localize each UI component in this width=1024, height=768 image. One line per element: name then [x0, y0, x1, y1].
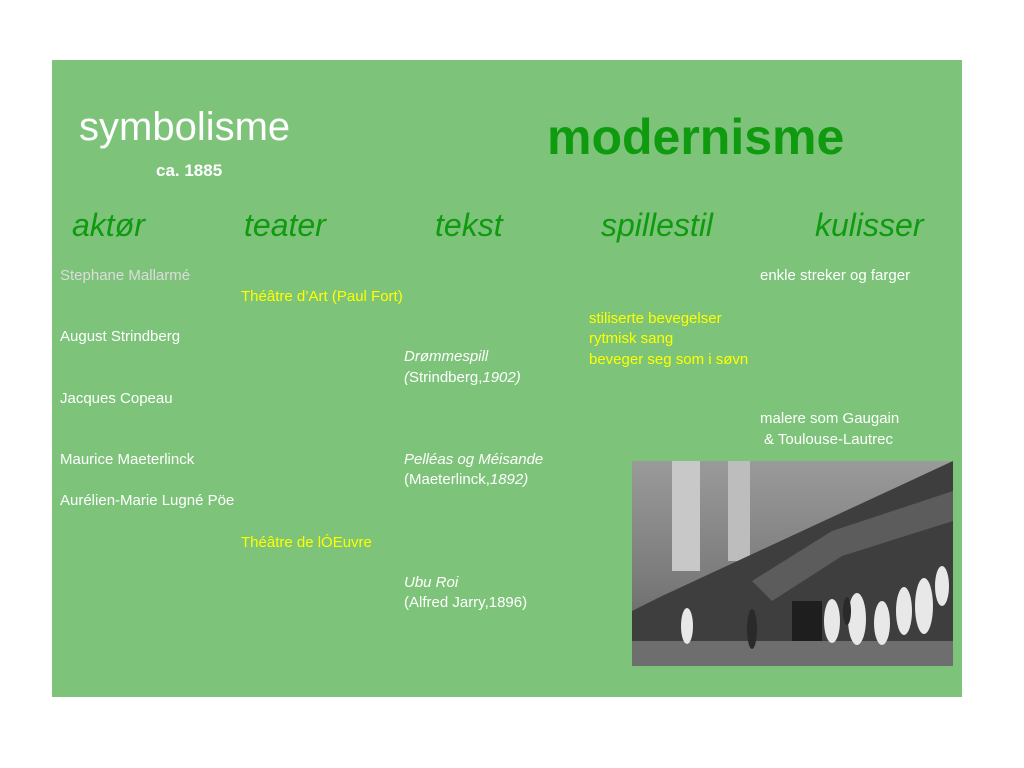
stage-photograph	[632, 461, 953, 666]
actor-copeau: Jacques Copeau	[60, 390, 173, 407]
style-line-2: rytmisk sang	[589, 330, 674, 347]
photo-figure-4	[874, 601, 890, 645]
text-drommespill-open: (	[404, 369, 409, 386]
text-pelleas-title: Pelléas og Méisande	[404, 451, 544, 468]
header-aktor: aktør	[72, 207, 145, 243]
kulisser-line-1: enkle streker og farger	[760, 267, 911, 284]
text-drommespill-detail	[404, 369, 521, 388]
header-kulisser: kulisser	[815, 207, 924, 243]
theater-art: Théâtre d’Art (Paul Fort)	[241, 288, 403, 305]
photo-figure-1	[681, 608, 693, 644]
style-line-3: beveger seg som i søvn	[589, 351, 749, 368]
title-symbolisme: symbolisme	[79, 105, 291, 149]
header-teater: teater	[244, 207, 326, 243]
kulisser-line-2: malere som Gaugain	[760, 410, 900, 427]
text-ubu-title: Ubu Roi	[404, 574, 459, 591]
text-drommespill-year: 1902)	[482, 369, 521, 386]
photo-figure-3	[848, 593, 866, 645]
text-pelleas-detail	[404, 471, 528, 490]
theater-oeuvre: Théâtre de lÓEuvre	[241, 534, 372, 551]
header-spillestil: spillestil	[601, 207, 714, 243]
photo-figure-6	[915, 578, 933, 634]
photo-figure-8	[747, 609, 757, 649]
text-pelleas-open: (	[404, 471, 409, 488]
actor-maeterlinck: Maurice Maeterlinck	[60, 451, 195, 468]
kulisser-line-3: & Toulouse-Lautrec	[764, 431, 893, 448]
photo-figure-5	[896, 587, 912, 635]
text-pelleas-author: Maeterlinck,	[409, 471, 490, 488]
photo-pillar-1	[672, 461, 700, 571]
actor-strindberg: August Strindberg	[60, 328, 181, 345]
subtitle-date: ca. 1885	[156, 161, 223, 180]
photo-figure-2	[824, 599, 840, 643]
text-drommespill-title: Drømmespill	[404, 348, 489, 365]
text-pelleas-year: 1892)	[489, 471, 529, 488]
photo-floor	[632, 641, 953, 666]
header-tekst: tekst	[435, 207, 503, 243]
photo-figure-9	[843, 597, 851, 625]
title-modernisme: modernisme	[547, 109, 845, 165]
actor-mallarme: Stephane Mallarmé	[60, 267, 191, 284]
style-line-1: stiliserte bevegelser	[589, 310, 722, 327]
photo-figure-7	[935, 566, 949, 606]
actor-lugne-poe: Aurélien-Marie Lugné Pöe	[60, 492, 235, 509]
text-drommespill-author: Strindberg,	[409, 369, 483, 386]
photo-pillar-2	[728, 461, 750, 561]
photo-doorway	[792, 601, 822, 646]
text-ubu-detail: (Alfred Jarry,1896)	[404, 594, 528, 611]
